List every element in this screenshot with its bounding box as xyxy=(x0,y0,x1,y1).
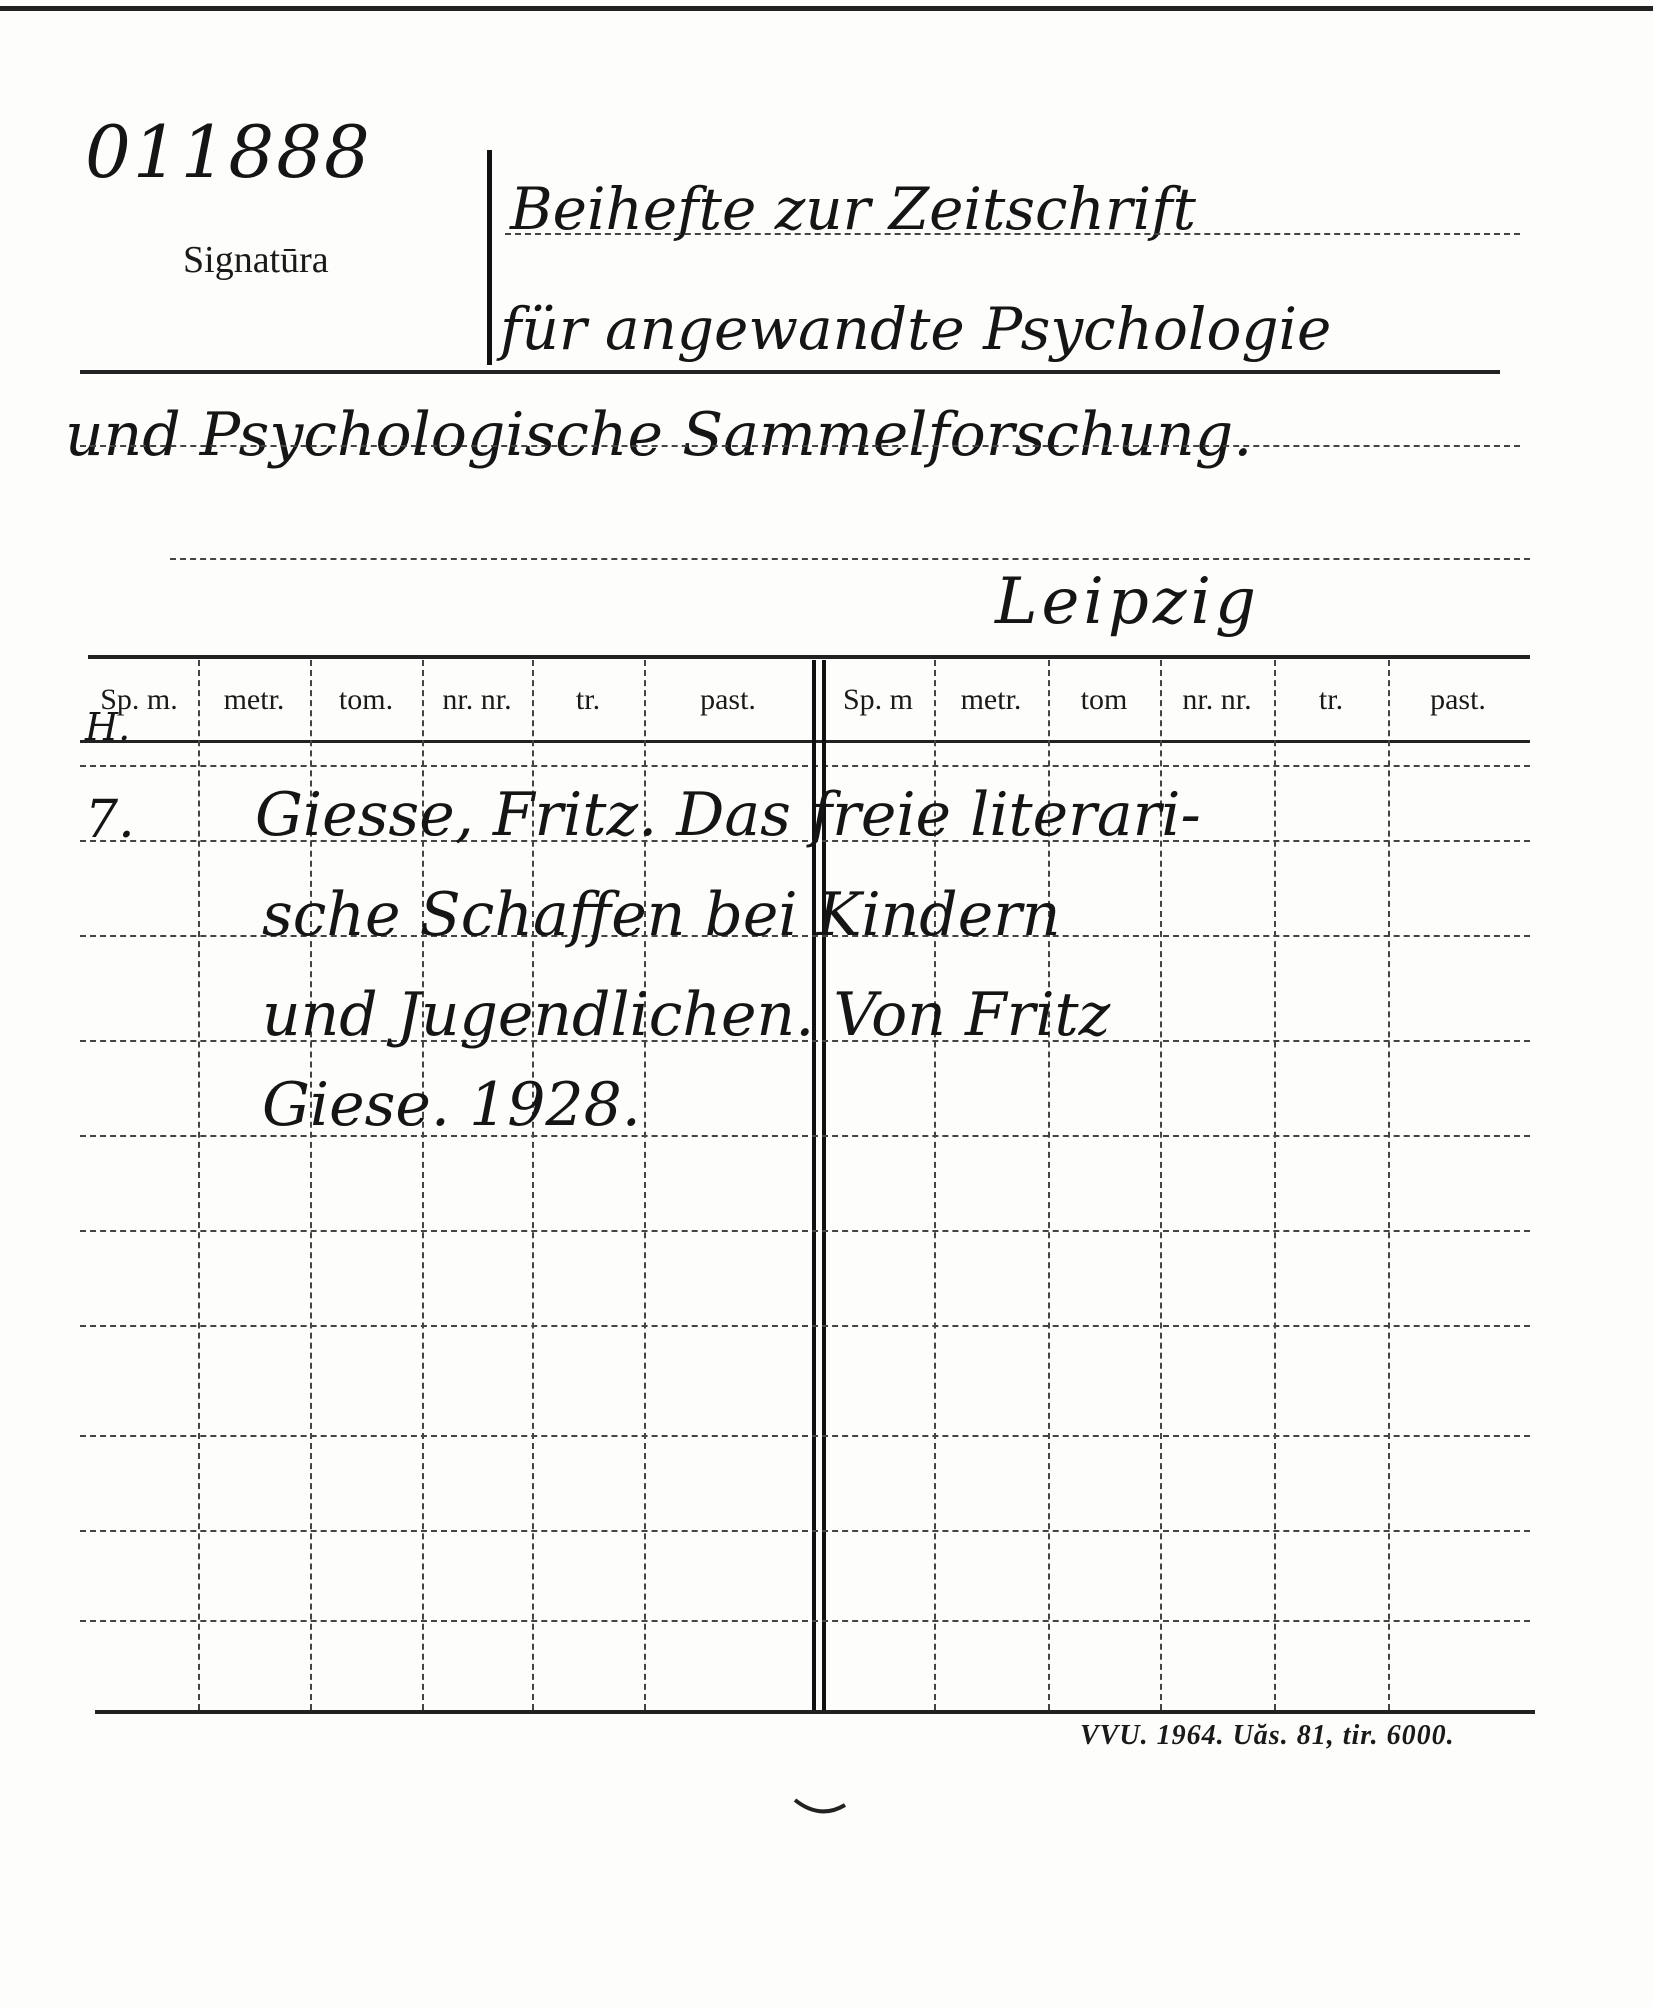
entry-line-1: Giesse, Fritz. Das freie literari- xyxy=(255,780,1201,850)
call-number: 011888 xyxy=(85,110,372,194)
entry-number: 7. xyxy=(85,790,135,850)
header-past-left: past. xyxy=(700,683,756,716)
title-line-3: und Psychologische Sammelforschung. xyxy=(65,400,1253,470)
footer-imprint: VVU. 1964. Uăs. 81, tir. 6000. xyxy=(1080,1720,1455,1751)
row-rule xyxy=(80,1435,1530,1437)
header-tr-right: tr. xyxy=(1318,683,1344,716)
table-bottom-rule xyxy=(95,1710,1535,1714)
header-tr-left: tr. xyxy=(575,683,601,716)
row-marker-top: H. xyxy=(85,705,131,749)
header-tom-left: tom. xyxy=(338,683,394,716)
header-sp-m-left: Sp. m. xyxy=(100,683,178,716)
signature-label: Signatūra xyxy=(183,239,329,281)
entry-line-2: sche Schaffen bei Kindern xyxy=(262,880,1061,950)
header-past-right: past. xyxy=(1430,683,1486,716)
top-border xyxy=(0,6,1653,11)
row-rule xyxy=(80,1530,1530,1532)
title-rule-1 xyxy=(505,233,1520,235)
title-rule-3 xyxy=(80,445,1520,447)
title-line-2: für angewandte Psychologie xyxy=(500,295,1332,363)
header-sp-m-right: Sp. m xyxy=(842,683,914,716)
row-rule xyxy=(80,1620,1530,1622)
card-notch xyxy=(790,1795,850,1825)
row-rule xyxy=(80,1230,1530,1232)
header-tom-right: tom xyxy=(1080,683,1128,716)
place: Leipzig xyxy=(995,565,1260,639)
title-rule-2 xyxy=(80,370,1500,374)
entry-line-4: Giese. 1928. xyxy=(262,1070,641,1140)
entry-line-3: und Jugendlichen. Von Fritz xyxy=(262,980,1111,1050)
col-line xyxy=(1274,660,1276,1710)
header-nr-right: nr. nr. xyxy=(1182,683,1252,716)
col-line xyxy=(198,660,200,1710)
table-header-rule xyxy=(80,740,1530,743)
table-top-rule xyxy=(88,655,1530,659)
title-line-1: Beihefte zur Zeitschrift xyxy=(510,175,1196,243)
title-divider xyxy=(487,150,492,365)
header-nr-left: nr. nr. xyxy=(442,683,512,716)
header-metr-right: metr. xyxy=(960,683,1022,716)
row-rule xyxy=(80,1325,1530,1327)
table-header-rule-2 xyxy=(80,765,1530,767)
header-metr-left: metr. xyxy=(223,683,285,716)
col-line xyxy=(1388,660,1390,1710)
blank-rule xyxy=(170,558,1530,560)
